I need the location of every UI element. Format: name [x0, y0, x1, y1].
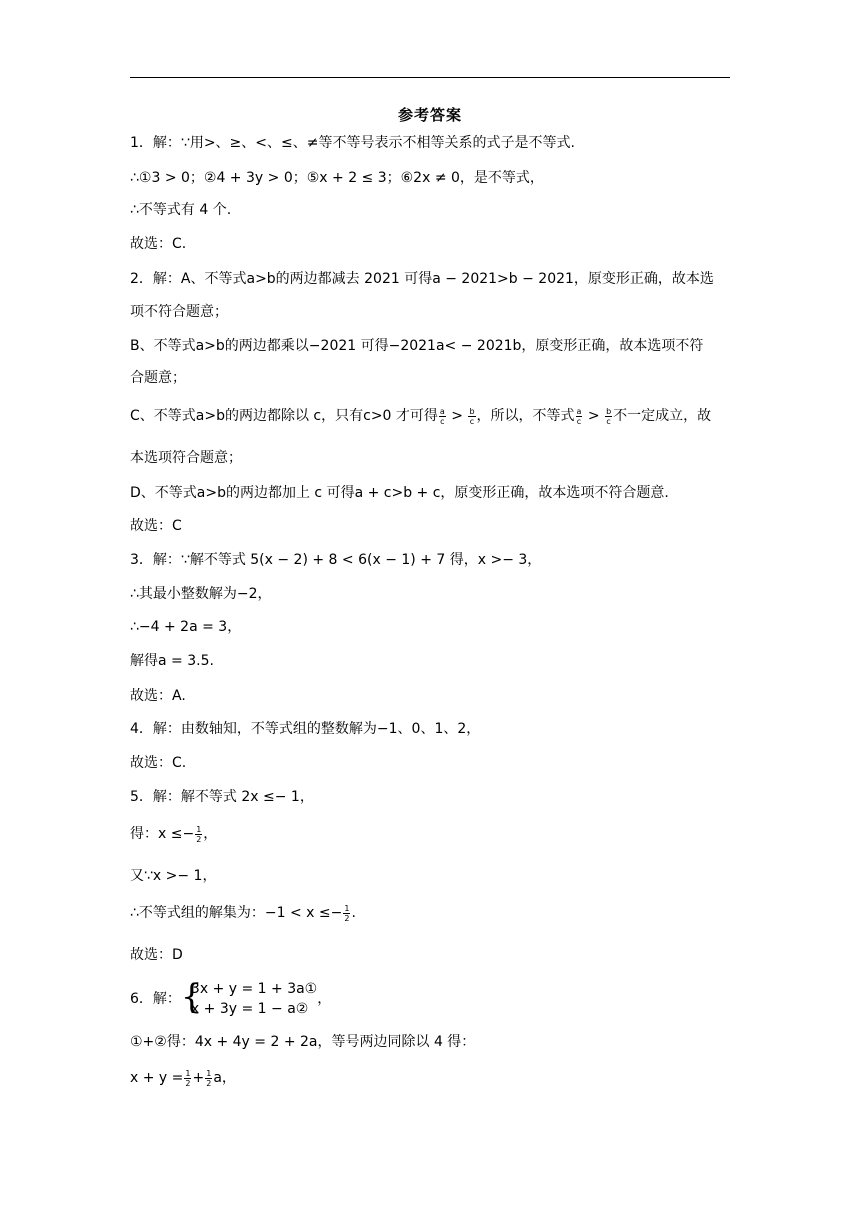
q2-line-5-text-b: ，所以，不等式 [476, 408, 575, 424]
header-rule [130, 77, 730, 78]
fraction-numerator: 1 [206, 1068, 212, 1078]
q2-line-7: D、不等式a>b的两边都加上 c 可得a + c>b + c，原变形正确，故本选项不符合题意. [130, 485, 669, 501]
q2-line-5-text-a: C、不等式a>b的两边都除以 c，只有c>0 才可得 [130, 408, 438, 424]
q6-line-1-after: ， [317, 991, 332, 1007]
q6-line-2: ①+②得：4x + 4y = 2 + 2a，等号两边同除以 4 得： [130, 1034, 476, 1050]
fraction-numerator: 1 [344, 903, 350, 913]
q2-line-4: 合题意； [130, 370, 186, 386]
q2-line-6: 本选项符合题意； [130, 450, 242, 466]
greater-than-sign: > [583, 408, 605, 424]
q4-answer: 故选：C. [130, 755, 187, 771]
q5-line-4 [130, 903, 730, 923]
q5-line-4-text-a: ∴不等式组的解集为：−1 < x ≤− [130, 905, 343, 921]
fraction-numerator: a [576, 406, 582, 416]
equation-row-1: 3x + y = 1 + 3a① [190, 981, 318, 997]
fraction-denominator: c [440, 416, 445, 426]
left-brace-icon: { [180, 977, 203, 1017]
equation-system [181, 979, 317, 1019]
q6-label: 6．解： [130, 991, 181, 1007]
fraction-numerator: 1 [196, 824, 202, 834]
fraction [576, 407, 583, 426]
fraction-numerator: b [606, 406, 612, 416]
fraction-denominator: 2 [196, 834, 202, 844]
fraction [205, 1069, 212, 1088]
q5-line-2-text-b: ， [203, 826, 218, 842]
q3-line-2: ∴其最小整数解为−2， [130, 586, 272, 602]
q6-line-3 [130, 1068, 730, 1088]
q5-line-3: 又∵x >− 1， [130, 868, 217, 884]
q2-line-3: B、不等式a>b的两边都乘以−2021 可得−2021a< − 2021b，原变形正确，故本选项不符 [130, 338, 704, 354]
q3-line-1: 3．解：∵解不等式 5(x − 2) + 8 < 6(x − 1) + 7 得，x >− 3， [130, 552, 542, 568]
q2-line-5-text-c: 不一定成立，故 [613, 408, 712, 424]
fraction [343, 904, 350, 923]
q5-answer: 故选：D [130, 947, 183, 963]
q6-line-3-text-b: a， [213, 1070, 236, 1086]
q1-line-3: ∴不等式有 4 个. [130, 202, 232, 218]
plus-sign: + [192, 1070, 205, 1086]
fraction-denominator: 2 [344, 913, 350, 923]
q2-line-2: 项不符合题意； [130, 304, 228, 320]
q3-line-4: 解得a = 3.5. [130, 653, 214, 669]
fraction-denominator: 2 [206, 1078, 212, 1088]
fraction-denominator: 2 [185, 1078, 191, 1088]
q4-line-1: 4．解：由数轴知，不等式组的整数解为−1、0、1、2， [130, 721, 481, 737]
fraction-numerator: b [469, 406, 475, 416]
fraction [468, 407, 475, 426]
fraction [605, 407, 612, 426]
q2-answer: 故选：C [130, 518, 182, 534]
q3-answer: 故选：A. [130, 688, 186, 704]
fraction-denominator: c [606, 416, 611, 426]
fraction [439, 407, 446, 426]
q1-answer: 故选：C. [130, 236, 187, 252]
fraction-denominator: c [469, 416, 475, 426]
q3-line-3: ∴−4 + 2a = 3， [130, 619, 242, 635]
fraction [184, 1069, 191, 1088]
q2-line-1: 2．解：A、不等式a>b的两边都减去 2021 可得a − 2021>b − 2021，原变形正确，故本选 [130, 271, 714, 287]
q2-line-5 [130, 406, 730, 426]
fraction [195, 825, 202, 844]
q5-line-2 [130, 824, 730, 844]
page-title: 参考答案 [397, 106, 462, 124]
q1-line-1: 1．解：∵用>、≥、<、≤、≠等不等号表示不相等关系的式子是不等式. [130, 135, 575, 151]
q5-line-2-text-a: 得：x ≤− [130, 826, 195, 842]
q6-line-1 [130, 979, 730, 1019]
q5-line-4-text-b: . [351, 905, 356, 921]
q1-line-2: ∴①3 > 0；②4 + 3y > 0；⑤x + 2 ≤ 3；⑥2x ≠ 0，是不等式， [130, 170, 544, 186]
q5-line-1: 5．解：解不等式 2x ≤− 1， [130, 789, 314, 805]
fraction-numerator: a [439, 406, 445, 416]
greater-than-sign: > [446, 408, 468, 424]
fraction-numerator: 1 [185, 1068, 191, 1078]
q6-line-3-text-a: x + y = [130, 1070, 184, 1086]
fraction-denominator: c [576, 416, 582, 426]
equation-row-2: x + 3y = 1 − a② [190, 1001, 309, 1017]
